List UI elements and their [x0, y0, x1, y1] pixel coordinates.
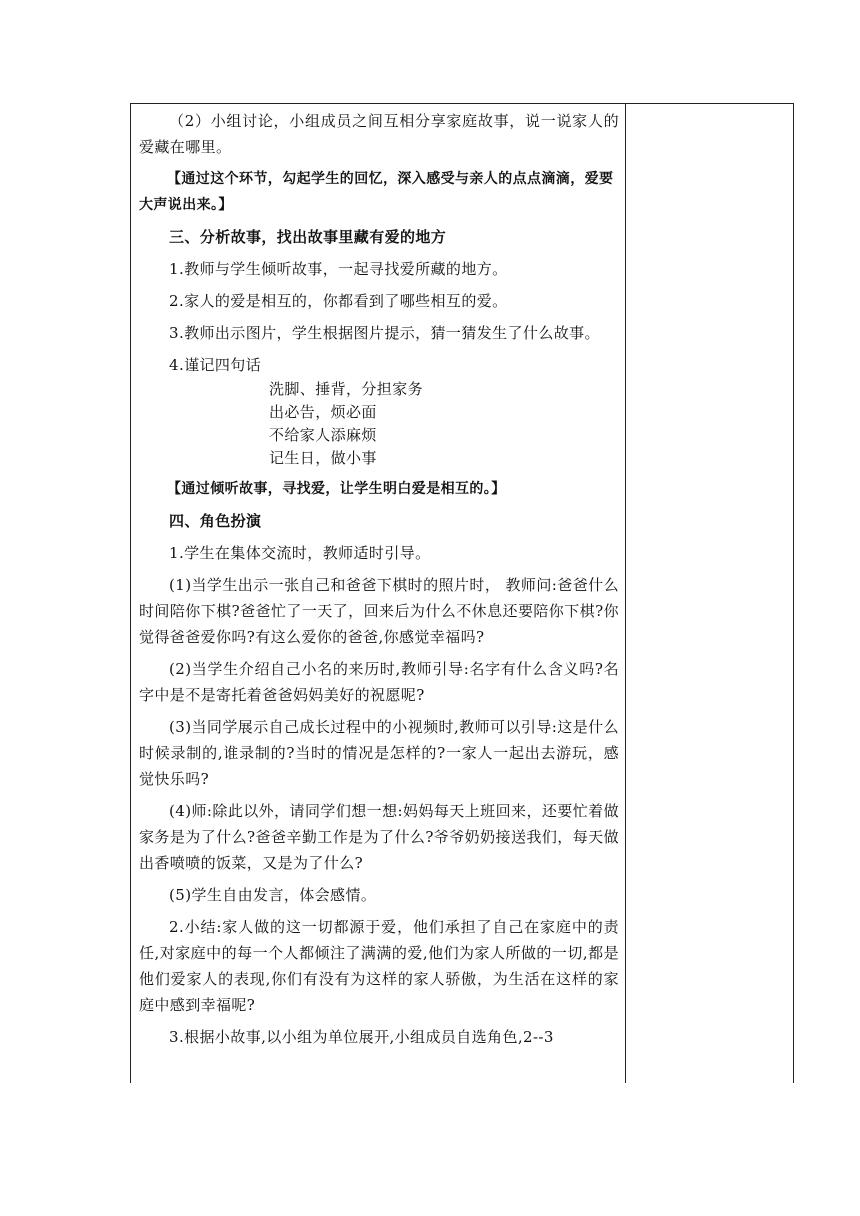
verse-line: 出必告，烦必面 — [269, 403, 377, 421]
paragraph: 2.家人的爱是相互的，你都看到了哪些相互的爱。 — [169, 292, 508, 310]
teaching-note: 【通过倾听故事，寻找爱，让学生明白爱是相互的。】 — [167, 481, 506, 497]
paragraph: (2)当学生介绍自己小名的来历时,教师引导:名字有什么含义吗?名字中是不是寄托着爸爸妈妈美好的祝愿呢? — [139, 660, 619, 704]
paragraph: (5)学生自由发言，体会感情。 — [169, 886, 377, 904]
section-heading: 三、分析故事，找出故事里藏有爱的地方 — [169, 228, 447, 246]
paragraph: (1)当学生出示一张自己和爸爸下棋时的照片时， 教师问:爸爸什么时间陪你下棋?爸爸忙了一天了，回来后为什么不休息还要陪你下棋?你觉得爸爸爱你吗?有这么爱你的爸爸,你感觉幸福吗? — [139, 576, 619, 646]
paragraph: (3)当同学展示自己成长过程中的小视频时,教师可以引导:这是什么时候录制的,谁录制的?当时的情况是怎样的?一家人一起出去游玩，感觉快乐吗? — [139, 718, 619, 788]
verse-line: 不给家人添麻烦 — [269, 426, 377, 444]
paragraph: （2）小组讨论，小组成员之间互相分享家庭故事，说一说家人的爱藏在哪里。 — [139, 112, 619, 156]
paragraph: 1.教师与学生倾听故事，一起寻找爱所藏的地方。 — [169, 260, 508, 278]
column-divider — [625, 104, 626, 1083]
paragraph: (4)师:除此以外，请同学们想一想:妈妈每天上班回来，还要忙着做家务是为了什么?爸爸辛勤工作是为了什么?爷爷奶奶接送我们，每天做出香喷喷的饭菜，又是为了什么? — [139, 802, 619, 872]
paragraph: 1.学生在集体交流时，教师适时引导。 — [169, 544, 431, 562]
section-heading: 四、角色扮演 — [169, 512, 262, 530]
lesson-table — [130, 103, 794, 1083]
paragraph: 3.教师出示图片，学生根据图片提示，猜一猜发生了什么故事。 — [169, 324, 600, 342]
verse-line: 记生日，做小事 — [269, 449, 377, 467]
lesson-content — [139, 104, 619, 1050]
verse-line: 洗脚、捶背，分担家务 — [269, 380, 424, 398]
paragraph: 3.根据小故事,以小组为单位展开,小组成员自选角色,2--3 — [169, 1028, 554, 1046]
paragraph: 2.小结:家人做的这一切都源于爱，他们承担了自己在家庭中的责任,对家庭中的每一个人都倾注了满满的爱,他们为家人所做的一切,都是他们爱家人的表现,你们有没有为这样的家人骄傲，为生活在这样的家庭中感到幸福呢? — [139, 918, 619, 1014]
teaching-note: 【通过这个环节，勾起学生的回忆，深入感受与亲人的点点滴滴，爱要大声说出来。】 — [139, 171, 614, 213]
paragraph: 4.谨记四句话 — [169, 356, 262, 374]
